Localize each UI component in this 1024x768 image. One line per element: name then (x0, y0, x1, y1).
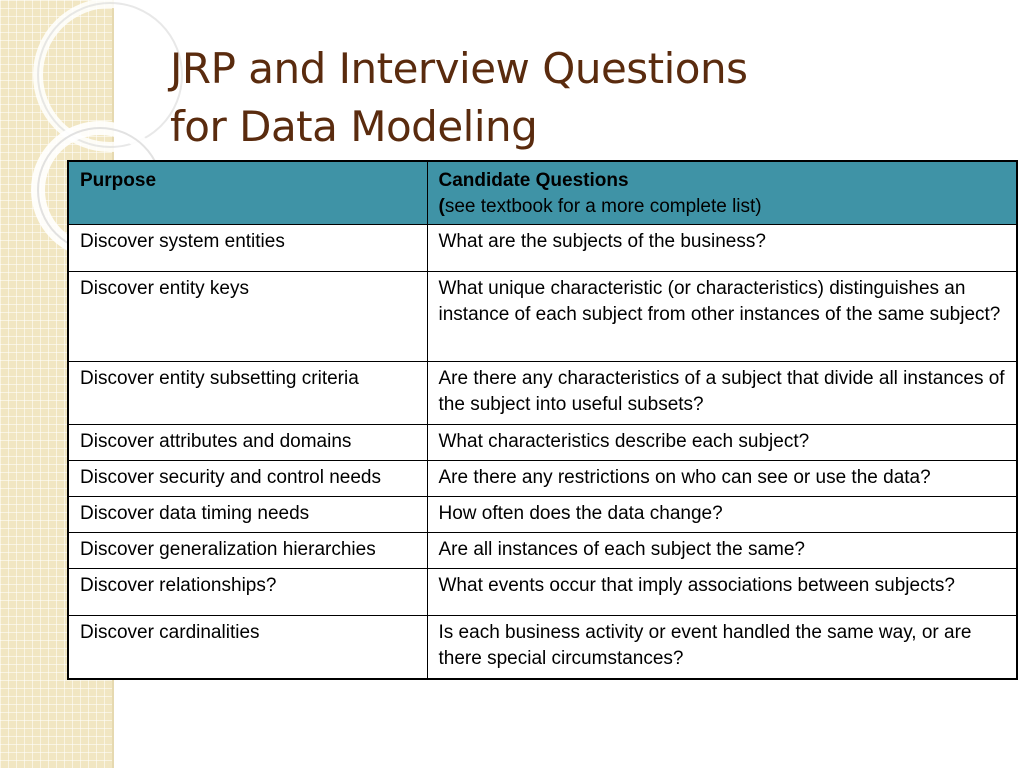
purpose-column-header (68, 161, 427, 225)
purpose-cell: Discover entity keys (68, 272, 427, 362)
purpose-cell: Discover data timing needs (68, 497, 427, 533)
slide-title-line-1: JRP and Interview Questions (170, 44, 748, 93)
question-cell: What unique characteristic (or characteristics) distinguishes an instance of each subject from other instances of the same subject? (427, 272, 1017, 362)
purpose-cell: Discover attributes and domains (68, 425, 427, 461)
question-cell: Are there any characteristics of a subject that divide all instances of the subject into useful subsets? (427, 362, 1017, 425)
table-body (68, 225, 1017, 679)
purpose-header-label: Purpose (80, 170, 157, 191)
question-cell: What characteristics describe each subject? (427, 425, 1017, 461)
table-header-row (68, 161, 1017, 225)
purpose-cell: Discover relationships? (68, 569, 427, 616)
purpose-cell: Discover generalization hierarchies (68, 533, 427, 569)
table-row (68, 497, 1017, 533)
questions-column-header (427, 161, 1017, 225)
question-cell: Are there any restrictions on who can see or use the data? (427, 461, 1017, 497)
purpose-cell: Discover system entities (68, 225, 427, 272)
questions-header-paren: ( (438, 196, 445, 217)
questions-header-note (439, 196, 762, 217)
table-row (68, 425, 1017, 461)
questions-table (67, 160, 1018, 680)
questions-header-label: Candidate Questions (438, 170, 629, 191)
table-row (68, 225, 1017, 272)
purpose-cell: Discover security and control needs (68, 461, 427, 497)
slide-title-line-2: for Data Modeling (170, 102, 538, 151)
question-cell: What are the subjects of the business? (427, 225, 1017, 272)
purpose-cell: Discover entity subsetting criteria (68, 362, 427, 425)
question-cell: Are all instances of each subject the same? (427, 533, 1017, 569)
question-cell: How often does the data change? (427, 497, 1017, 533)
table-row (68, 616, 1017, 679)
table-row (68, 533, 1017, 569)
table-row (68, 272, 1017, 362)
table-header (68, 161, 1017, 225)
table-row (68, 362, 1017, 425)
question-cell: What events occur that imply associations between subjects? (427, 569, 1017, 616)
table-row (68, 569, 1017, 616)
purpose-cell: Discover cardinalities (68, 616, 427, 679)
questions-header-note-text: see textbook for a more complete list) (444, 196, 762, 217)
question-cell: Is each business activity or event handled the same way, or are there special circumstances? (427, 616, 1017, 679)
table-row (68, 461, 1017, 497)
slide-title (170, 40, 748, 156)
